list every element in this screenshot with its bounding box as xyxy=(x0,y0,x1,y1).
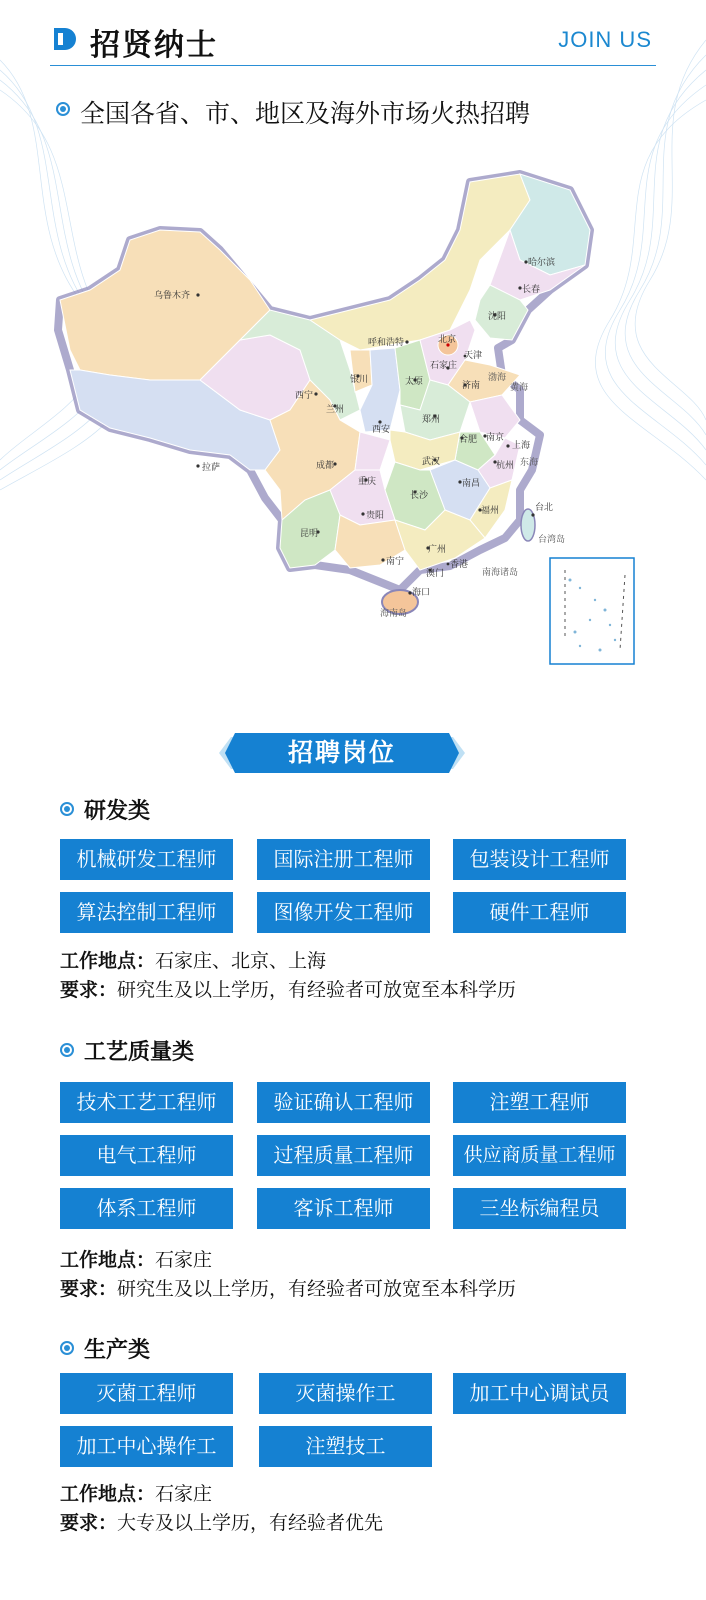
bullet-icon xyxy=(56,102,70,116)
svg-text:银川: 银川 xyxy=(350,375,369,385)
job-tag[interactable]: 包装设计工程师 xyxy=(453,839,626,880)
work-location: 工作地点：石家庄、北京、上海 xyxy=(60,950,327,972)
svg-text:武汉: 武汉 xyxy=(422,457,441,467)
svg-text:广州: 广州 xyxy=(428,545,447,555)
job-tag[interactable]: 加工中心调试员 xyxy=(453,1373,626,1414)
svg-text:海口: 海口 xyxy=(412,588,431,598)
svg-text:北京: 北京 xyxy=(438,335,457,345)
svg-text:东海: 东海 xyxy=(520,458,539,468)
category-title: 研发类 xyxy=(84,799,151,824)
svg-text:长沙: 长沙 xyxy=(410,491,429,501)
job-tag[interactable]: 图像开发工程师 xyxy=(257,892,430,933)
svg-text:呼和浩特: 呼和浩特 xyxy=(368,338,405,348)
svg-text:天津: 天津 xyxy=(464,351,483,361)
svg-text:上海: 上海 xyxy=(512,441,531,451)
svg-text:渤海: 渤海 xyxy=(488,373,507,383)
svg-text:济南: 济南 xyxy=(462,381,481,391)
svg-text:哈尔滨: 哈尔滨 xyxy=(528,258,556,268)
page-title: 招贤纳士 xyxy=(90,28,218,63)
svg-text:贵阳: 贵阳 xyxy=(366,511,385,521)
china-map-graphic xyxy=(50,170,650,680)
job-tag[interactable]: 电气工程师 xyxy=(60,1135,233,1176)
category-header xyxy=(60,1035,660,1065)
svg-text:南昌: 南昌 xyxy=(462,479,481,489)
china-map xyxy=(50,170,650,680)
category-title: 生产类 xyxy=(84,1338,151,1363)
svg-text:黄海: 黄海 xyxy=(510,383,529,393)
job-list xyxy=(60,839,630,939)
svg-text:沈阳: 沈阳 xyxy=(488,312,507,322)
category-production xyxy=(60,1333,660,1573)
section-header xyxy=(50,14,656,66)
bullet-icon xyxy=(60,1043,74,1057)
svg-text:台湾岛: 台湾岛 xyxy=(538,535,566,545)
job-list xyxy=(60,1082,630,1242)
svg-text:拉萨: 拉萨 xyxy=(202,463,221,473)
category-header xyxy=(60,794,660,824)
svg-text:台北: 台北 xyxy=(535,503,554,513)
requirement: 要求：研究生及以上学历，有经验者可放宽至本科学历 xyxy=(60,979,517,1001)
svg-text:海南岛: 海南岛 xyxy=(380,609,408,619)
job-tag[interactable]: 机械研发工程师 xyxy=(60,839,233,880)
category-rnd xyxy=(60,794,660,1009)
job-list xyxy=(60,1373,630,1473)
job-tag[interactable]: 注塑工程师 xyxy=(453,1082,626,1123)
svg-text:合肥: 合肥 xyxy=(459,435,478,445)
bullet-icon xyxy=(60,1341,74,1355)
svg-text:乌鲁木齐: 乌鲁木齐 xyxy=(154,291,191,301)
svg-text:澳门: 澳门 xyxy=(426,569,445,579)
job-tag[interactable]: 算法控制工程师 xyxy=(60,892,233,933)
bullet-icon xyxy=(60,802,74,816)
svg-text:南海诸岛: 南海诸岛 xyxy=(482,568,519,578)
svg-text:重庆: 重庆 xyxy=(358,477,377,487)
svg-text:成都: 成都 xyxy=(316,461,335,471)
svg-text:杭州: 杭州 xyxy=(496,461,515,471)
job-tag[interactable]: 验证确认工程师 xyxy=(257,1082,430,1123)
svg-text:西宁: 西宁 xyxy=(295,391,314,401)
job-tag[interactable]: 三坐标编程员 xyxy=(453,1188,626,1229)
intro-text: 全国各省、市、地区及海外市场火热招聘 xyxy=(80,99,531,128)
svg-text:太原: 太原 xyxy=(405,377,424,387)
job-tag[interactable]: 供应商质量工程师 xyxy=(453,1135,626,1176)
south-china-sea-inset xyxy=(550,558,634,664)
svg-text:南京: 南京 xyxy=(486,433,505,443)
job-tag[interactable]: 国际注册工程师 xyxy=(257,839,430,880)
job-tag[interactable]: 灭菌工程师 xyxy=(60,1373,233,1414)
work-location: 工作地点：石家庄 xyxy=(60,1483,213,1505)
job-tag[interactable]: 硬件工程师 xyxy=(453,892,626,933)
svg-text:石家庄: 石家庄 xyxy=(430,361,458,371)
job-tag[interactable]: 注塑技工 xyxy=(259,1426,432,1467)
job-tag[interactable]: 过程质量工程师 xyxy=(257,1135,430,1176)
header-mark-icon xyxy=(54,28,76,50)
svg-text:福州: 福州 xyxy=(481,506,500,516)
category-header xyxy=(60,1333,660,1363)
positions-banner-title: 招聘岗位 xyxy=(287,738,396,767)
job-tag[interactable]: 客诉工程师 xyxy=(257,1188,430,1229)
requirement: 要求：大专及以上学历，有经验者优先 xyxy=(60,1512,384,1534)
page-subtitle-en: JOIN US xyxy=(558,27,652,52)
svg-text:郑州: 郑州 xyxy=(422,415,441,425)
positions-banner xyxy=(219,733,465,773)
svg-text:香港: 香港 xyxy=(450,560,469,570)
category-quality xyxy=(60,1035,660,1305)
svg-text:长春: 长春 xyxy=(522,285,541,295)
job-tag[interactable]: 加工中心操作工 xyxy=(60,1426,233,1467)
requirement: 要求：研究生及以上学历，有经验者可放宽至本科学历 xyxy=(60,1278,517,1300)
svg-text:兰州: 兰州 xyxy=(326,405,345,415)
svg-text:昆明: 昆明 xyxy=(300,529,319,539)
job-tag[interactable]: 灭菌操作工 xyxy=(259,1373,432,1414)
svg-text:南宁: 南宁 xyxy=(386,557,405,567)
category-title: 工艺质量类 xyxy=(84,1040,195,1065)
svg-text:西安: 西安 xyxy=(372,425,391,435)
job-tag[interactable]: 体系工程师 xyxy=(60,1188,233,1229)
work-location: 工作地点：石家庄 xyxy=(60,1249,213,1271)
job-tag[interactable]: 技术工艺工程师 xyxy=(60,1082,233,1123)
